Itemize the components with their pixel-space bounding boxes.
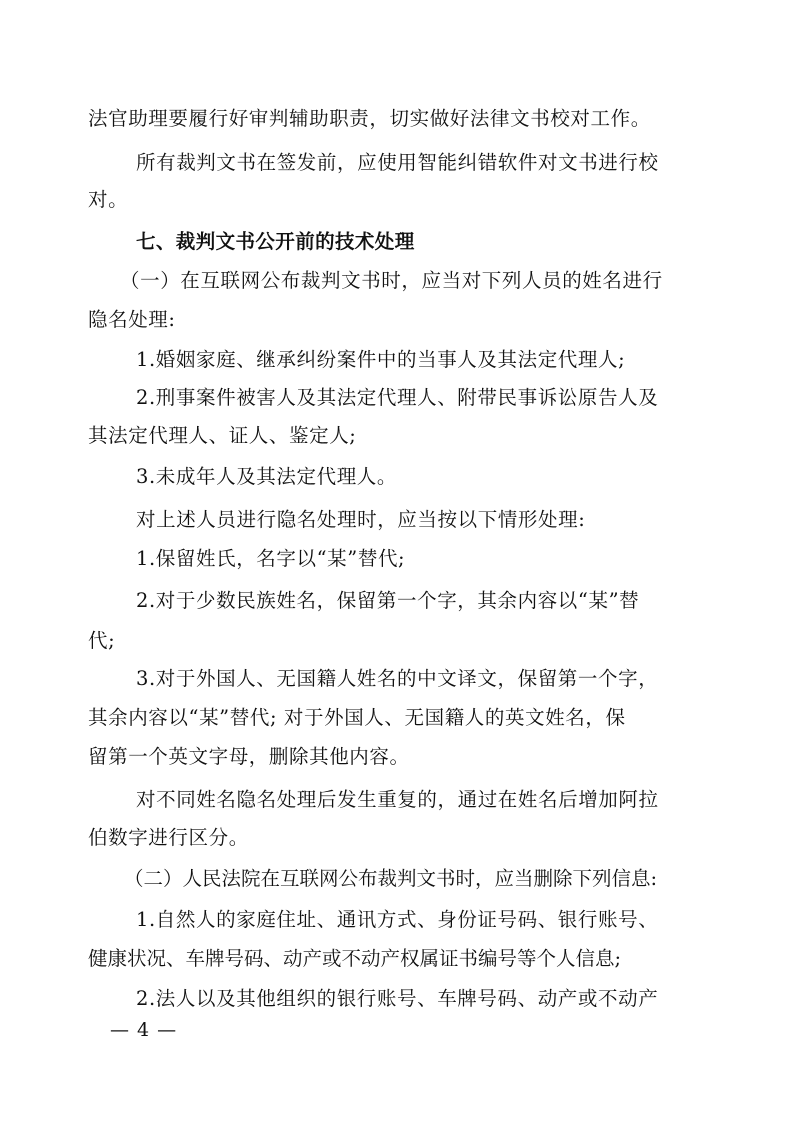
paragraph-line: 所有裁判文书在签发前，应使用智能纠错软件对文书进行校: [136, 151, 659, 174]
paragraph-line: 对。: [88, 188, 129, 211]
subsection-heading-line: （一）在互联网公布裁判文书时，应当对下列人员的姓名进行: [120, 269, 663, 292]
section-heading: 七、裁判文书公开前的技术处理: [136, 230, 415, 253]
list-item: 2.法人以及其他组织的银行账号、车牌号码、动产或不动产: [136, 987, 659, 1010]
list-item-continuation: 健康状况、车牌号码、动产或不动产权属证书编号等个人信息;: [88, 947, 622, 970]
paragraph-line: 伯数字进行区分。: [88, 826, 249, 849]
paragraph-line: 对不同姓名隐名处理后发生重复的，通过在姓名后增加阿拉: [136, 788, 659, 811]
list-item-continuation: 其法定代理人、证人、鉴定人;: [88, 424, 357, 447]
paragraph-line: 法官助理要履行好审判辅助职责，切实做好法律文书校对工作。: [88, 107, 651, 130]
list-item: 2.对于少数民族姓名，保留第一个字，其余内容以“某”替: [136, 589, 640, 612]
list-item: 3.对于外国人、无国籍人姓名的中文译文，保留第一个字，: [136, 667, 659, 690]
paragraph-line: 隐名处理:: [88, 308, 176, 331]
list-item-continuation: 代;: [88, 629, 116, 652]
subsection-heading-line: （二）人民法院在互联网公布裁判文书时，应当删除下列信息:: [124, 867, 658, 890]
list-item: 2.刑事案件被害人及其法定代理人、附带民事诉讼原告人及: [136, 386, 659, 409]
list-item: 1.婚姻家庭、继承纠纷案件中的当事人及其法定代理人;: [136, 348, 626, 371]
list-item: 3.未成年人及其法定代理人。: [136, 465, 398, 488]
list-item: 1.保留姓氏，名字以“某”替代;: [136, 547, 406, 570]
list-item-continuation: 其余内容以“某”替代; 对于外国人、无国籍人的英文姓名，保: [88, 706, 626, 729]
page-number: — 4 —: [110, 1019, 178, 1041]
list-item-continuation: 留第一个英文字母，删除其他内容。: [88, 745, 410, 768]
list-item: 1.自然人的家庭住址、通讯方式、身份证号码、银行账号、: [136, 908, 659, 931]
paragraph-line: 对上述人员进行隐名处理时，应当按以下情形处理:: [136, 508, 586, 531]
